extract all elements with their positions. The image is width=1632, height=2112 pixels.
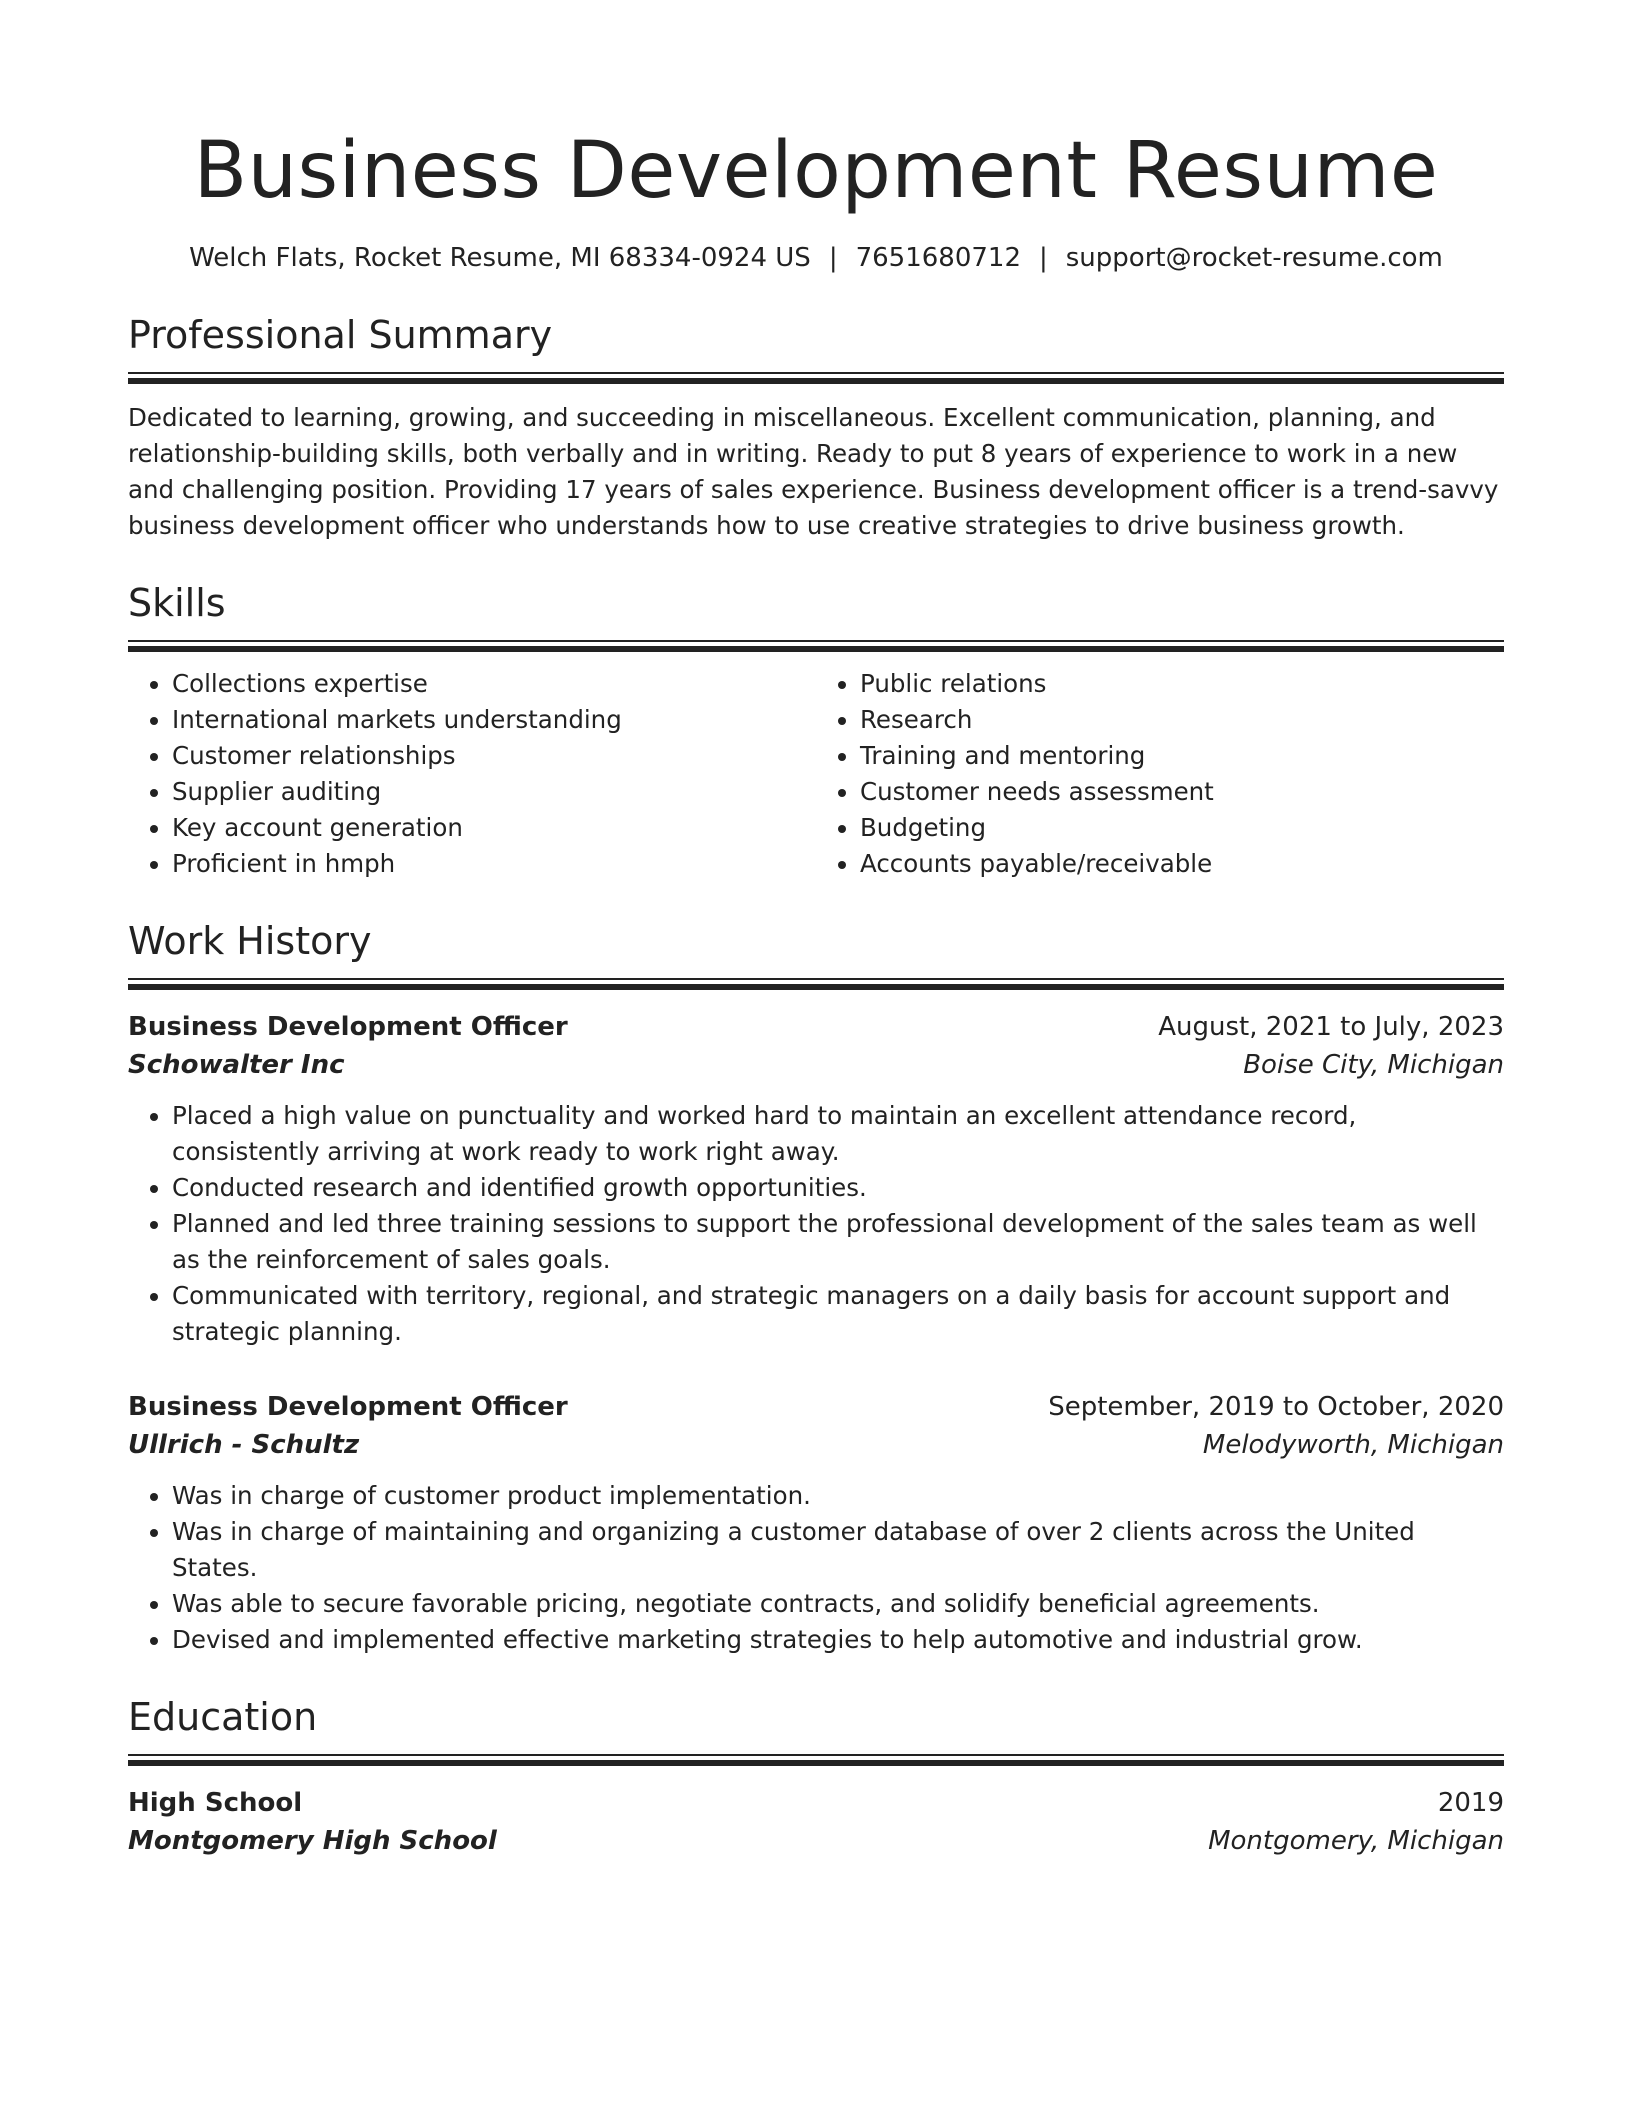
contact-phone: 7651680712	[855, 243, 1021, 273]
job-company: Schowalter Inc	[128, 1050, 345, 1080]
education-location: Montgomery, Michigan	[1208, 1826, 1504, 1856]
job-dates: September, 2019 to October, 2020	[1048, 1392, 1504, 1422]
skill-item: • Customer relationships	[172, 738, 816, 774]
work-history-section	[128, 916, 1504, 1658]
skills-columns	[128, 666, 1504, 882]
contact-line	[128, 240, 1504, 276]
education-entry	[128, 1784, 1504, 1860]
section-title-summary: Professional Summary	[128, 313, 553, 357]
contact-separator: |	[1039, 243, 1048, 273]
job-dates: August, 2021 to July, 2023	[1158, 1012, 1504, 1042]
section-divider	[128, 372, 1504, 384]
contact-email: support@rocket-resume.com	[1065, 243, 1443, 273]
job-bullet: • Was able to secure favorable pricing, negotiate contracts, and solidify beneficial agreements.	[172, 1586, 1504, 1622]
skill-item: • Research	[860, 702, 1504, 738]
job-header-row	[128, 1388, 1504, 1426]
job-bullet: • Was in charge of maintaining and organizing a customer database of over 2 clients across the United States.	[172, 1514, 1504, 1586]
education-section	[128, 1692, 1504, 1860]
skills-list-left	[128, 666, 816, 882]
education-degree: High School	[128, 1788, 303, 1818]
section-divider	[128, 640, 1504, 652]
job-company-row	[128, 1046, 1504, 1084]
job-header-row	[128, 1008, 1504, 1046]
education-header-row	[128, 1784, 1504, 1822]
job-title: Business Development Officer	[128, 1012, 568, 1042]
skill-item: • Budgeting	[860, 810, 1504, 846]
skill-item: • Public relations	[860, 666, 1504, 702]
job-bullets	[128, 1478, 1504, 1658]
summary-section	[128, 310, 1504, 544]
skill-item: • Supplier auditing	[172, 774, 816, 810]
job-location: Boise City, Michigan	[1243, 1050, 1504, 1080]
skill-item: • Accounts payable/receivable	[860, 846, 1504, 882]
section-divider	[128, 978, 1504, 990]
section-title-education: Education	[128, 1695, 318, 1739]
job-location: Melodyworth, Michigan	[1202, 1430, 1504, 1460]
job-bullet: • Planned and led three training sessions to support the professional development of the sales team as well as the reinforcement of sales goals.	[172, 1206, 1504, 1278]
job-bullet: • Placed a high value on punctuality and worked hard to maintain an excellent attendance record, consistently arriving at work ready to work right away.	[172, 1098, 1504, 1170]
summary-text: Dedicated to learning, growing, and succeeding in miscellaneous. Excellent communication, planning, and relationship-building skills, both verbally and in writing. Ready to put 8 years of experience to work in a new and challenging position. Providing 17 years of sales experience. Business development officer is a trend-savvy business development officer who understands how to use creative strategies to drive business growth.	[128, 403, 1499, 540]
contact-address: Welch Flats, Rocket Resume, MI 68334-0924 US	[189, 243, 811, 273]
education-school: Montgomery High School	[128, 1826, 497, 1856]
job-bullet: • Conducted research and identified growth opportunities.	[172, 1170, 1504, 1206]
skill-item: • Collections expertise	[172, 666, 816, 702]
contact-separator: |	[828, 243, 838, 273]
job-bullet: • Devised and implemented effective marketing strategies to help automotive and industrial grow.	[172, 1622, 1504, 1658]
section-divider	[128, 1754, 1504, 1766]
job-bullet: • Was in charge of customer product implementation.	[172, 1478, 1504, 1514]
job-entry	[128, 1388, 1504, 1658]
resume-title: Business Development Resume	[193, 126, 1439, 216]
job-title: Business Development Officer	[128, 1392, 568, 1422]
job-company: Ullrich - Schultz	[128, 1430, 360, 1460]
skill-item: • Key account generation	[172, 810, 816, 846]
job-bullet: • Communicated with territory, regional, and strategic managers on a daily basis for account support and strategic planning.	[172, 1278, 1504, 1350]
skill-item: • International markets understanding	[172, 702, 816, 738]
skills-list-right	[816, 666, 1504, 882]
skills-section	[128, 578, 1504, 882]
section-title-work: Work History	[128, 919, 372, 963]
job-bullets	[128, 1098, 1504, 1350]
education-year: 2019	[1437, 1788, 1504, 1818]
skill-item: • Customer needs assessment	[860, 774, 1504, 810]
job-entry	[128, 1008, 1504, 1350]
skill-item: • Training and mentoring	[860, 738, 1504, 774]
section-title-skills: Skills	[128, 581, 226, 625]
skill-item: • Proficient in hmph	[172, 846, 816, 882]
job-company-row	[128, 1426, 1504, 1464]
education-school-row	[128, 1822, 1504, 1860]
